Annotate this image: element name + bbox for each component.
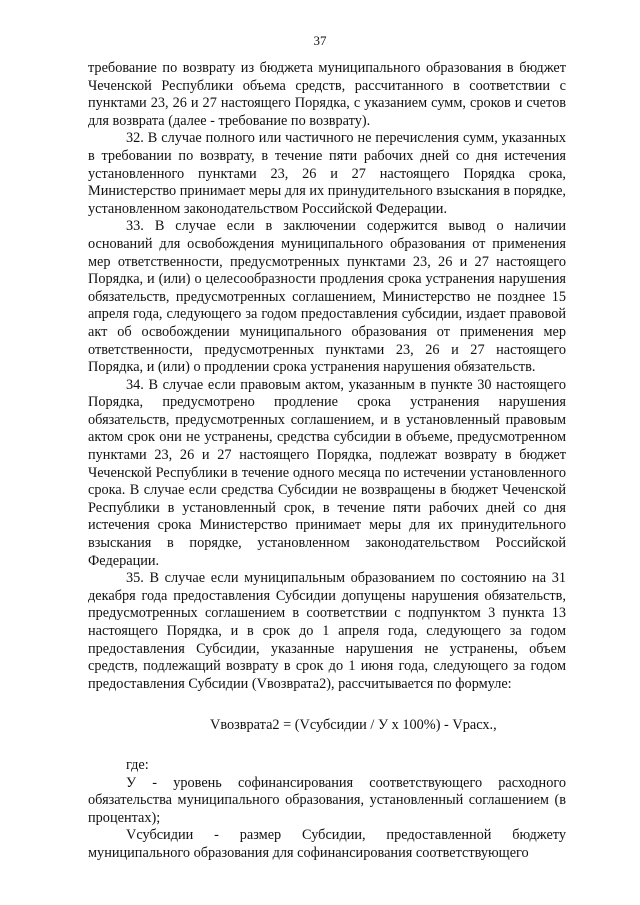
page-number: 37 — [313, 33, 327, 48]
paragraph-34: 34. В случае если правовым актом, указанным в пункте 30 настоящего Порядка, предусмотрено продление срока устранения нарушения обязательств, предусмотренных соглашением, и в установленный правовым актом срок они не устранены, средства субсидии в объеме, предусмотренном пунктами 23, 26 и 27 настоящего Порядка, подлежат возврату в бюджет Чеченской Республики в течение одного месяца по истечении установленного срока. В случае если средства Субсидии не возвращены в бюджет Чеченской Республики в установленный срок, в течение пяти рабочих дней со дня истечения срока Министерство принимает меры для их принудительного взыскания в порядке, установленном законодательством Российской Федерации. — [88, 376, 566, 569]
paragraph-31-continuation: требование по возврату из бюджета муниципального образования в бюджет Чеченской Республики объема средств, рассчитанного в соответствии с пунктами 23, 26 и 27 настоящего Порядка, с указанием сумм, сроков и счетов для возврата (далее - требование по возврату). — [88, 60, 566, 129]
document-body — [88, 60, 566, 863]
paragraph-32: 32. В случае полного или частичного не перечисления сумм, указанных в требовании по возврату, в течение пяти рабочих дней со дня истечения установленного пунктами 23, 26 и 27 настоящего Порядка срока, Министерство принимает меры для их принудительного взыскания в порядке, установленном законодательством Российской Федерации. — [88, 130, 566, 217]
definition-u: У - уровень софинансирования соответствующего расходного обязательства муниципального образования, установленный соглашением (в процентах); — [88, 774, 566, 826]
paragraph-35: 35. В случае если муниципальным образованием по состоянию на 31 декабря года предоставления Субсидии допущены нарушения обязательств, предусмотренных соглашением в соответствии с подпунктом 3 пункта 13 настоящего Порядка, и в срок до 1 апреля года, следующего за годом предоставления Субсидии, указанные нарушения не устранены, объем средств, подлежащий возврату в срок до 1 июня года, следующего за годом предоставления Субсидии (Vвозврата2), рассчитывается по формуле: — [88, 570, 566, 692]
definition-vsubsidii: Vсубсидии - размер Субсидии, предоставленной бюджету муниципального образования для софинансирования соответствующего — [88, 827, 566, 861]
paragraph-33: 33. В случае если в заключении содержится вывод о наличии оснований для освобождения муниципального образования от применения мер ответственности, предусмотренных пунктами 23, 26 и 27 настоящего Порядка, и (или) о целесообразности продления срока устранения нарушения обязательств, предусмотренных соглашением, Министерство не позднее 15 апреля года, следующего за годом предоставления субсидии, издает правовой акт об освобождении муниципального образования от применения мер ответственности, предусмотренных пунктами 23, 26 и 27 настоящего Порядка, и (или) о продлении срока устранения нарушения обязательств. — [88, 218, 566, 376]
refund-formula: Vвозврата2 = (Vсубсидии / У x 100%) - Vрасх., — [210, 717, 497, 734]
where-label: где: — [126, 756, 149, 773]
